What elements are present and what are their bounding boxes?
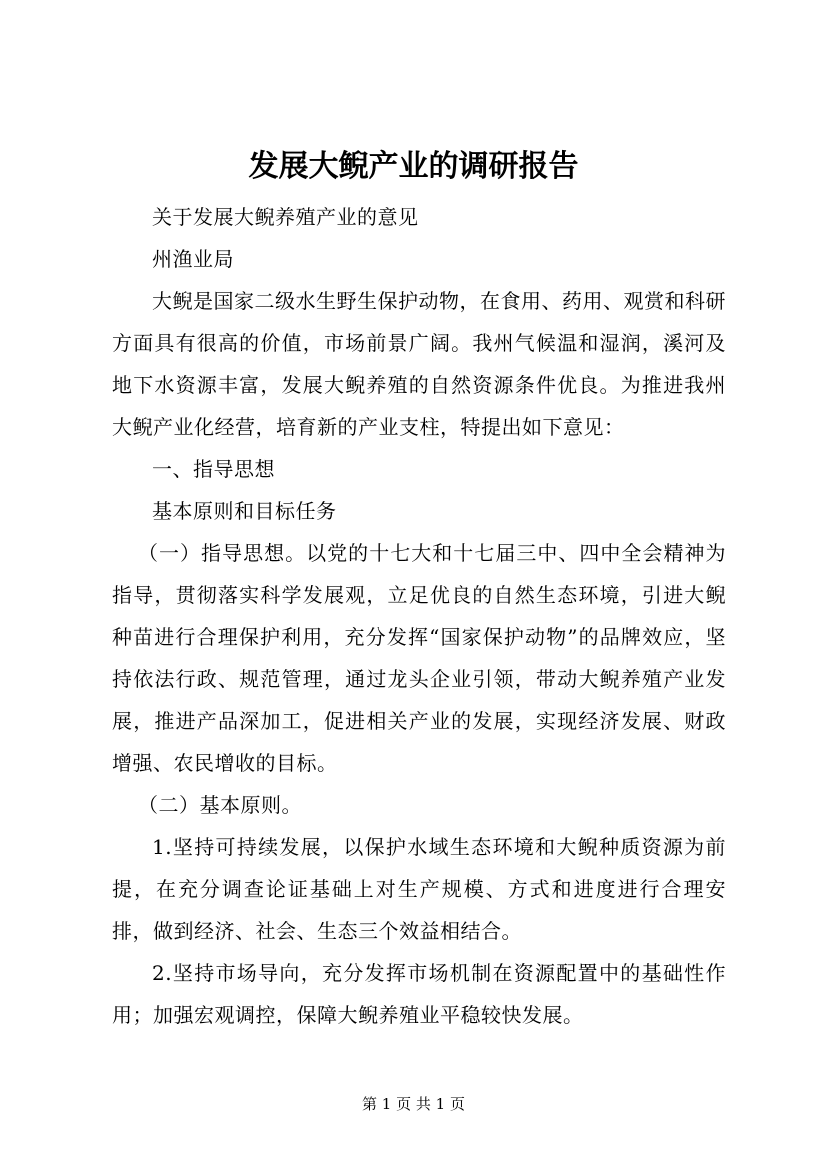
paragraph-heading-guiding: 一、指导思想 xyxy=(152,457,275,481)
paragraph-principle-1: 1.坚持可持续发展，以保护水域生态环境和大鲵种质资源为前提，在充分调查论证基础上对生产规模、方式和进度进行合理安排，做到经济、社会、生态三个效益相结合。 xyxy=(112,835,726,943)
paragraph-basic-principles: （二）基本原则。 xyxy=(138,793,302,817)
paragraph-subtitle: 关于发展大鲵养殖产业的意见 xyxy=(152,205,419,229)
paragraph-principle-2: 2.坚持市场导向，充分发挥市场机制在资源配置中的基础性作用；加强宏观调控，保障大鲵养殖业平稳较快发展。 xyxy=(112,961,726,1027)
document-title: 发展大鲵产业的调研报告 xyxy=(248,149,579,184)
paragraph-heading-principles: 基本原则和目标任务 xyxy=(152,499,337,523)
paragraph-issuer: 州渔业局 xyxy=(152,247,234,271)
paragraph-guiding-thought: （一）指导思想。以党的十七大和十七届三中、四中全会精神为指导，贯彻落实科学发展观，立足优良的自然生态环境，引进大鲵种苗进行合理保护利用，充分发挥“国家保护动物”的品牌效应，坚持依法行政、规范管理，通过龙头企业引领，带动大鲵养殖产业发展，推进产品深加工，促进相关产业的发展，实现经济发展、财政增强、农民增收的目标。 xyxy=(112,541,726,775)
page-footer: 第 1 页 共 1 页 xyxy=(362,1095,465,1113)
paragraph-intro: 大鲵是国家二级水生野生保护动物，在食用、药用、观赏和科研方面具有很高的价值，市场前景广阔。我州气候温和湿润，溪河及地下水资源丰富，发展大鲵养殖的自然资源条件优良。为推进我州大鲵产业化经营，培育新的产业支柱，特提出如下意见： xyxy=(112,289,726,439)
document-body xyxy=(112,196,726,1036)
